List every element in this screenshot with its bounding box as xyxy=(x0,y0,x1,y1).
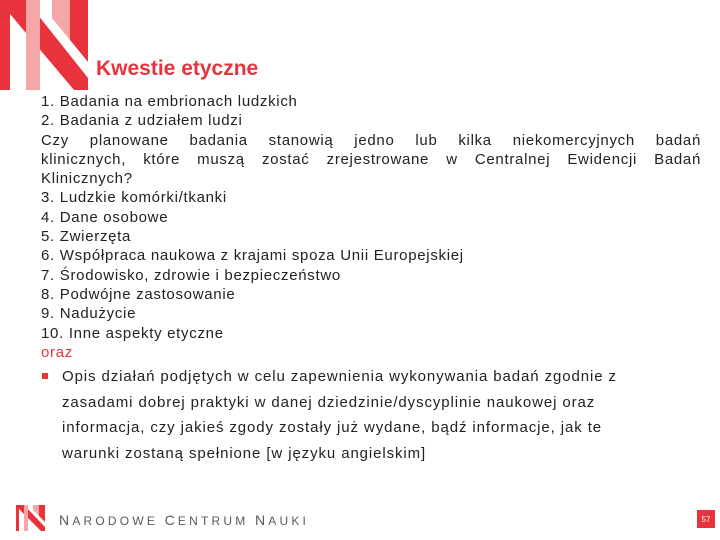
bullet-line: zasadami dobrej praktyki w danej dziedzinie/dyscyplinie naukowej oraz xyxy=(62,393,596,411)
bullet-line: informacja, czy jakieś zgody zostały już wydane, bądź informacje, jak te xyxy=(62,419,603,436)
list-item: klinicznych, które muszą zostać zrejestrowane w Centralnej Ewidencji Badań xyxy=(41,150,701,168)
square-bullet-icon xyxy=(42,373,48,379)
list-item: Czy planowane badania stanowią jedno lub kilka niekomercyjnych badań xyxy=(41,131,701,149)
list-item: Klinicznych? xyxy=(41,170,133,188)
oraz-label: oraz xyxy=(41,343,73,361)
footer-institution-name: NARODOWE CENTRUM NAUKI xyxy=(59,512,310,528)
list-item: 10. Inne aspekty etyczne xyxy=(41,324,224,342)
list-item: 8. Podwójne zastosowanie xyxy=(41,285,236,303)
page-number: 57 xyxy=(697,510,715,528)
slide-title: Kwestie etyczne xyxy=(96,57,259,80)
ncn-logo-icon xyxy=(0,0,90,90)
ncn-footer-logo-icon xyxy=(16,505,46,531)
bullet-paragraph xyxy=(41,364,701,466)
bullet-line: warunki zostaną spełnione [w języku angielskim] xyxy=(62,444,427,462)
list-item: 5. Zwierzęta xyxy=(41,228,132,246)
list-item: 3. Ludzkie komórki/tkanki xyxy=(41,189,227,207)
list-item: 1. Badania na embrionach ludzkich xyxy=(41,93,298,110)
list-item: 6. Współpraca naukowa z krajami spoza Unii Europejskiej xyxy=(41,247,464,265)
list-item: 2. Badania z udziałem ludzi xyxy=(41,112,243,130)
bullet-line: Opis działań podjętych w celu zapewnienia wykonywania badań zgodnie z xyxy=(41,364,701,390)
list-item: 4. Dane osobowe xyxy=(41,208,169,226)
ethics-list xyxy=(41,92,701,362)
list-item: 7. Środowisko, zdrowie i bezpieczeństwo xyxy=(41,266,341,284)
list-item: 9. Nadużycie xyxy=(41,305,137,323)
